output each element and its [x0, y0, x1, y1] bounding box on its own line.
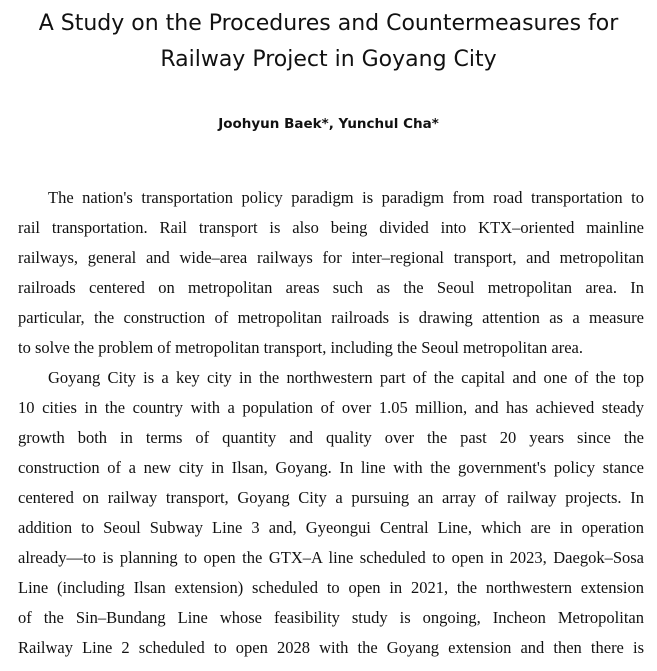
paper-authors: Joohyun Baek*, Yunchul Cha*	[218, 116, 439, 132]
text-line: Line (including Ilsan extension) scheduled to open in 2021, the northwestern extension	[18, 578, 644, 597]
paper-title-line-2: Railway Project in Goyang City	[160, 47, 497, 72]
text-line: The nation's transportation policy paradigm is paradigm from road transportation to	[48, 188, 644, 207]
text-line: growth both in terms of quantity and quality over the past 20 years since the	[18, 428, 644, 447]
paragraph-2	[18, 366, 644, 666]
text-line: rail transportation. Rail transport is also being divided into KTX–oriented mainline	[18, 218, 644, 237]
paper-title-line-1: A Study on the Procedures and Countermeasures for	[38, 11, 619, 36]
text-line: Goyang City is a key city in the northwestern part of the capital and one of the top	[48, 368, 644, 387]
text-line: railroads centered on metropolitan areas such as the Seoul metropolitan area. In	[18, 278, 644, 297]
text-line: addition to Seoul Subway Line 3 and, Gyeongui Central Line, which are in operation	[18, 518, 644, 537]
text-line: already—to is planning to open the GTX–A line scheduled to open in 2023, Daegok–Sosa	[18, 548, 644, 567]
text-line: railways, general and wide–area railways for inter–regional transport, and metropolitan	[18, 248, 644, 267]
abstract-body	[18, 186, 644, 666]
text-line: 10 cities in the country with a population of over 1.05 million, and has achieved steady	[18, 398, 644, 417]
paragraph-1	[18, 186, 644, 366]
text-line: of the Sin–Bundang Line whose feasibility study is ongoing, Incheon Metropolitan	[18, 608, 644, 627]
text-line: to solve the problem of metropolitan transport, including the Seoul metropolitan area.	[18, 338, 583, 357]
text-line: centered on railway transport, Goyang City a pursuing an array of railway projects. In	[18, 488, 644, 507]
text-line: construction of a new city in Ilsan, Goyang. In line with the government's policy stance	[18, 458, 644, 477]
text-line: particular, the construction of metropolitan railroads is drawing attention as a measure	[18, 308, 644, 327]
text-line: Railway Line 2 scheduled to open 2028 with the Goyang extension and then there is	[18, 638, 644, 657]
